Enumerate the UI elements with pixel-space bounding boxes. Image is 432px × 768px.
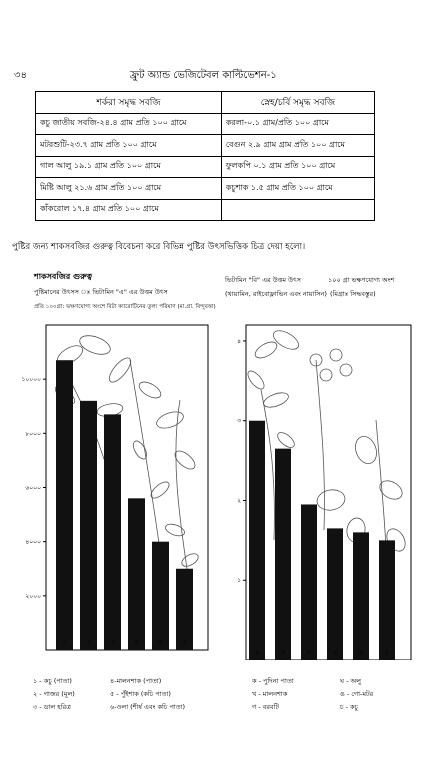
category-label: খ (280, 649, 286, 657)
y-tick-label: ৬০০০ (25, 484, 41, 492)
category-label: ২ (86, 638, 91, 646)
y-tick-label: ১০০০০ (21, 376, 41, 384)
category-label: ঙ (358, 649, 364, 657)
chart1-svg (0, 300, 216, 660)
chart1-legend-item: ৩ - ডাল হরিত্র (33, 703, 71, 711)
chart1-bars (56, 360, 193, 650)
table-header-cell: শর্করা সমৃদ্ধ সবজি (36, 92, 222, 114)
category-label: ক (254, 649, 260, 657)
leaf-drawing (262, 390, 291, 410)
leaf-drawing (275, 430, 297, 451)
bar (104, 414, 121, 650)
bar (301, 504, 317, 660)
table-cell: কচুশাক ১.৫ গ্রাম প্রতি ১০০ গ্রামে (221, 178, 374, 200)
chart2-y-ticks (237, 338, 246, 584)
table-cell: মটরশুটি-২৩.৭ গ্রাম প্রতি ১০০ গ্রামে (36, 135, 222, 157)
bar (56, 360, 73, 650)
chart2-legend-item: ঙ - গো-মটর (340, 690, 374, 698)
chart2-legend-item: চ - কচু (340, 703, 359, 711)
table-cell: বেগুন ২.৯ গ্রাম গ্রাম প্রতি ১০০ গ্রামে (221, 135, 374, 157)
bar (327, 528, 343, 660)
bar (152, 542, 169, 650)
chart1-legend-item: ৬-ওলা (শীর্ষ এবং কচি পাতা) (110, 703, 186, 711)
leaf-drawing (131, 439, 150, 461)
category-label: গ (306, 649, 312, 657)
leaf-drawing (340, 364, 352, 376)
table-cell: গাল আলু ১৯.১ গ্রাম প্রতি ১০০ গ্রামে (36, 156, 222, 178)
bar (249, 421, 265, 660)
chart1-y-ticks (22, 376, 47, 600)
y-tick-label: ২ (237, 497, 241, 505)
leaf-drawing (106, 355, 134, 386)
y-tick-label: ৪০০০ (25, 538, 41, 546)
bar (275, 449, 291, 660)
leaf-drawing (180, 551, 201, 569)
table-cell (221, 199, 374, 221)
chart1-legend-item: ২ - গাজর (মূল) (33, 690, 75, 698)
category-label: ৬ (182, 638, 187, 646)
y-tick-label: ১ (237, 577, 241, 585)
leaf-drawing (253, 339, 280, 361)
bar (80, 401, 97, 650)
chart1-note: প্রতি ১০০গ্রা: ভক্ষণযোগ্য অংশে বিটা ক্যারোটিনের তুল্য পরিমাণ (মা.গ্রা. বিন্দুবত্তা) (34, 304, 216, 310)
nutrient-table (35, 91, 375, 221)
chart1-title: শাকসবজির গুরুত্ব (34, 272, 92, 281)
chart2-legend-item: ক - পুদিনা পাতা (252, 677, 294, 685)
table-row (36, 135, 375, 157)
table-cell: ফুলকপি ০.১ গ্রাম প্রতি ১০০ গ্রামে (221, 156, 374, 178)
chart2-svg (216, 300, 432, 660)
table-row (36, 113, 375, 135)
table-row (36, 199, 375, 221)
leaf-drawing (330, 349, 342, 361)
chart2-title: ভিটামিন "বি" এর উত্তম উৎস (225, 276, 301, 284)
chart1-legend-item: ৫ - পুঁইশাক (কচি পাতা) (110, 690, 171, 698)
table-row (36, 178, 375, 200)
chart2-legend-item: গ - বরবটি (252, 703, 279, 711)
chart1-subtitle: পুষ্টিমানের উৎসস ঃ ভিটামিন "এ" এর উত্তম উৎস (34, 288, 168, 296)
table-cell: করলা-০.১ গ্রাম/প্রতি ১০০ গ্রামে (221, 113, 374, 135)
chart2-subtitle: (থায়ামিন, রাইবোফ্লাভিন এবং নায়াসিন) (225, 290, 327, 298)
category-label: ৩ (110, 638, 115, 646)
bar (128, 498, 145, 650)
y-tick-label: ২০০০ (25, 592, 41, 600)
table-cell: কাঁকরোল ১৭.৪ গ্রাম প্রতি ১০০ গ্রামে (36, 199, 222, 221)
table-cell: মিষ্টি আলু ২১.৬ গ্রাম প্রতি ১০০ গ্রামে (36, 178, 222, 200)
category-label: ৫ (158, 638, 163, 646)
chart2-legend-item: খ - মালনশাক (252, 690, 288, 698)
chart1-vegetable-illustration (53, 332, 201, 590)
table-header-row (36, 92, 375, 114)
y-tick-label: ৪ (237, 337, 241, 345)
leaf-drawing (352, 433, 380, 466)
chart2-subtitle-right: (মিগ্রাঃ সিদ্ধবস্তুর) (330, 290, 376, 298)
table-cell: কচু জাতীয় সবজি-২৪.৪ গ্রাম প্রতি ১০০ গ্রামে (36, 113, 222, 135)
chart2-bars (249, 421, 395, 660)
category-label: ১ (62, 638, 67, 646)
leaf-drawing (154, 409, 185, 432)
chart1-legend-item: ১ - কচু (পাতা) (33, 677, 72, 685)
table-header-cell: স্নেহ/চর্বি সমৃদ্ধ সবজি (221, 92, 374, 114)
table-row (36, 156, 375, 178)
leaf-drawing (77, 332, 113, 358)
category-label: ঘ (332, 649, 338, 657)
leaf-drawing (315, 488, 346, 513)
leaf-drawing (137, 379, 164, 401)
chart2-title-right: ১০০ গ্রা ভক্ষণযোগ্য অংশ (328, 276, 395, 284)
leaf-drawing (270, 327, 301, 353)
chart2-legend-item: ঘ - অলু (340, 677, 361, 685)
chart1-legend-item: ৪-মালনশাক (পাতা) (110, 677, 162, 685)
y-tick-label: ৩ (237, 417, 241, 425)
leaf-drawing (320, 369, 332, 381)
leaf-drawing (245, 368, 267, 391)
page-header-title: ফ্রুট অ্যান্ড ভেজিটেবল কাল্টিভেশন-১ (130, 70, 277, 81)
y-tick-label: ৮০০০ (25, 430, 41, 438)
category-label: ৪ (134, 638, 139, 646)
intro-text: পুষ্টির জন্য শাকসবজির গুরুত্ব বিবেচনা করে বিভিন্ন পুষ্টির উৎসভিত্তিক চিত্র দেয়া হলো। (12, 242, 306, 252)
category-label: চ (385, 649, 389, 657)
page-number: ৩৪ (14, 70, 27, 81)
bar (379, 540, 395, 660)
bar (353, 532, 369, 660)
